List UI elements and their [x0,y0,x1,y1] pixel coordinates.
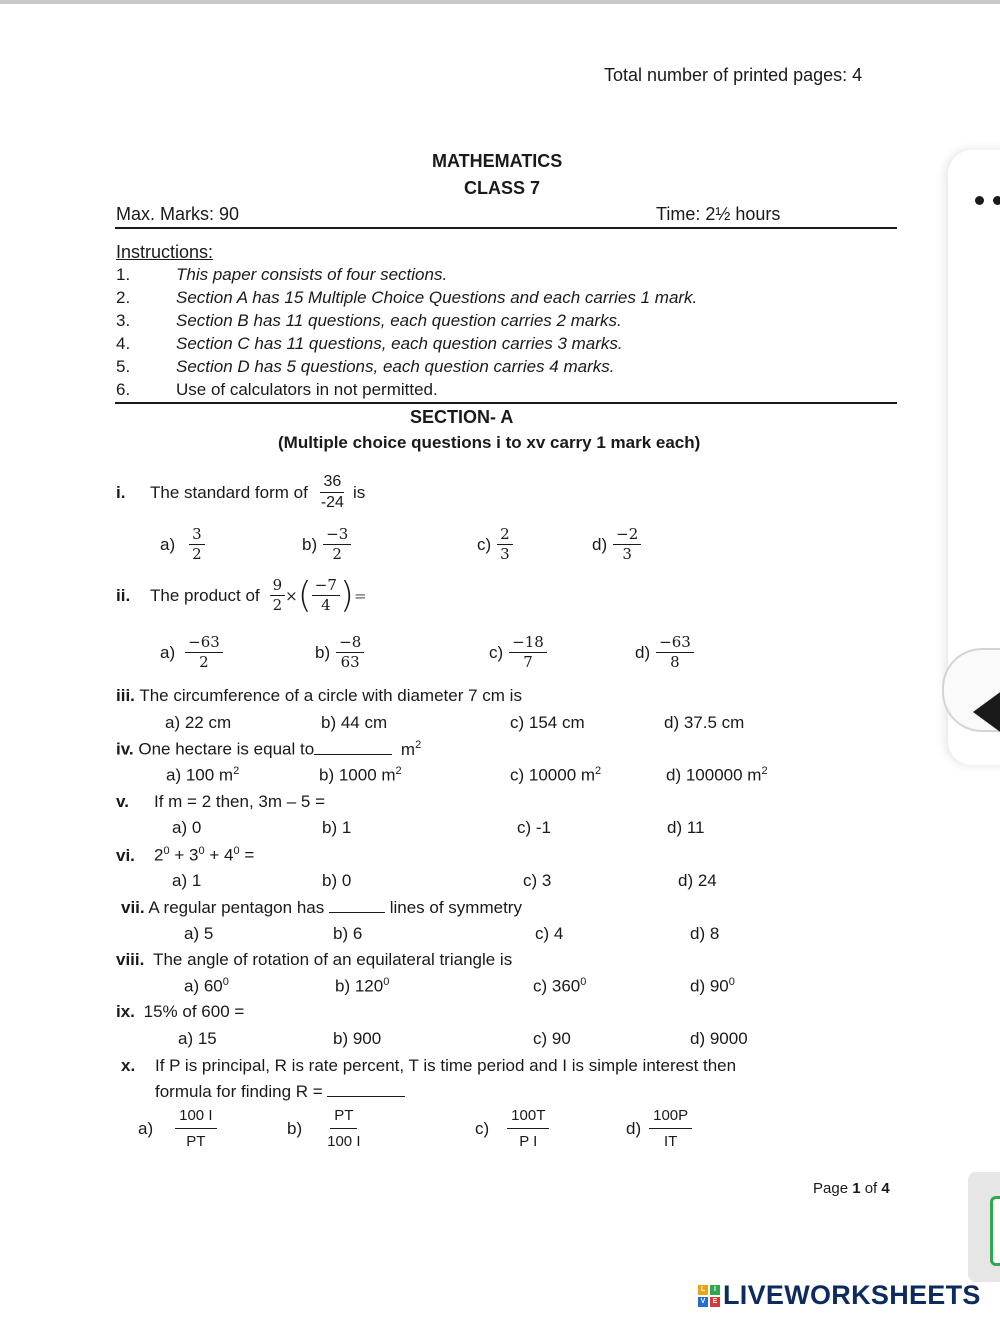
question-text: The circumference of a circle with diameter 7 cm is [139,686,522,705]
denominator: 4 [321,596,331,614]
logo-tile: E [710,1297,720,1307]
times-sign: × [285,587,298,605]
option-label: d) [592,534,608,554]
option-label: b) [287,1118,303,1138]
option-c[interactable]: c) 154 cm [510,713,585,732]
numerator: −63 [185,635,223,653]
fraction [507,1108,549,1150]
option-c[interactable] [477,527,513,563]
denominator: PT [186,1132,206,1150]
question-number: vii. [121,898,145,917]
exponent: 2 [761,765,768,777]
menu-dot-icon[interactable] [975,196,984,205]
question-9 [116,1002,244,1022]
question-7 [121,898,522,918]
option-text: a) 100 m [166,765,234,785]
instruction-number: 3. [116,311,131,330]
option-b[interactable] [335,976,389,997]
section-title: SECTION- A [410,407,514,427]
option-label: b) [315,642,331,662]
option-c[interactable] [475,1108,549,1150]
option-d[interactable] [690,976,735,997]
option-text: d) 100000 m [666,765,762,785]
logo-tile: L [698,1285,708,1295]
denominator: 8 [670,652,680,671]
question-3 [116,686,522,706]
option-text: c) 360 [533,976,581,996]
option-d[interactable] [626,1108,692,1150]
numerator: 9 [270,578,286,596]
instruction-text: Section A has 15 Multiple Choice Questions and each carries 1 mark. [176,288,698,307]
option-c[interactable]: c) 4 [535,924,564,943]
instruction-number: 6. [116,380,131,399]
answer-blank[interactable] [327,1082,405,1097]
unit: m [400,739,416,759]
option-a[interactable]: a) 22 cm [165,713,232,732]
page-of: of [860,1180,882,1197]
numerator: −18 [509,635,547,653]
denominator: 2 [199,652,209,671]
fraction [312,578,340,614]
option-b[interactable] [315,635,364,671]
fraction [649,1108,692,1150]
instruction-number: 5. [116,357,131,376]
question-number: iv. [116,739,134,759]
fraction [323,527,351,563]
question-text: If m = 2 then, 3m – 5 = [154,792,326,811]
fraction [613,527,641,563]
denominator: -24 [320,493,344,511]
page-label: Page [813,1180,853,1197]
fraction [185,635,223,671]
option-d[interactable] [592,527,641,563]
logo-text: LIVEWORKSHEETS [723,1280,981,1310]
option-a[interactable] [160,635,223,671]
numerator: −8 [336,635,364,653]
question-number: v. [116,792,129,811]
option-text: d) 90 [690,976,729,996]
logo-tile: V [698,1297,708,1307]
option-label: a) [160,642,176,662]
exponent: 2 [595,765,602,777]
question-text: formula for finding R = [155,1082,323,1101]
degree: 0 [728,976,735,988]
question-suffix: is [352,482,366,502]
option-c[interactable] [489,635,547,671]
question-10 [121,1056,736,1076]
option-d[interactable]: d) 37.5 cm [664,713,745,732]
top-border [0,0,1000,4]
option-label: c) [477,534,492,554]
option-b[interactable]: b) 0 [322,871,352,890]
instructions-divider [115,402,897,404]
equals-sign: = [244,845,255,865]
question-2 [116,575,367,616]
close-paren: ) [339,575,354,616]
numerator: −2 [613,527,641,545]
logo-grid-icon [698,1285,720,1307]
denominator: 7 [523,652,533,671]
option-d[interactable]: d) 8 [690,924,720,943]
option-a[interactable] [160,527,205,563]
current-page: 1 [852,1180,861,1197]
exponent: 0 [163,845,170,857]
logo-tile: I [710,1285,720,1295]
option-b[interactable]: b) 44 cm [321,713,388,732]
option-label: a) [160,534,176,554]
option-a[interactable] [166,765,239,786]
answer-blank[interactable] [314,740,392,755]
degree: 0 [580,976,587,988]
denominator: 2 [192,544,202,563]
fraction [189,527,205,563]
open-paren: ( [297,575,312,616]
exponent: 0 [233,845,240,857]
question-number: iii. [116,686,135,705]
instruction-text: Section C has 11 questions, each question carries 3 marks. [176,334,623,353]
instruction-text: This paper consists of four sections. [176,265,448,284]
max-marks: Max. Marks: 90 [116,204,240,224]
exponent: 2 [395,765,402,777]
fraction [175,1108,216,1150]
option-b[interactable]: b) 1 [322,818,352,837]
question-text: A regular pentagon has [148,898,325,917]
question-number: x. [121,1056,136,1075]
option-text: b) 1000 m [319,765,396,785]
option-label: a) [138,1118,154,1138]
fraction [336,635,364,671]
total-pages: 4 [881,1180,890,1197]
option-b[interactable] [287,1108,364,1150]
question-text: The angle of rotation of an equilateral triangle is [153,950,513,969]
denominator: IT [663,1132,678,1150]
option-d[interactable]: d) 24 [678,871,717,890]
option-c[interactable]: c) 90 [533,1029,571,1048]
question-text: 15% of 600 = [143,1002,245,1021]
fraction [656,635,694,671]
question-number: viii. [116,950,145,969]
fraction [324,1108,363,1150]
option-a[interactable] [138,1108,217,1150]
exponent: 0 [198,845,205,857]
question-6 [116,845,254,866]
equals-sign: = [353,587,367,605]
option-a[interactable] [184,976,229,997]
option-label: b) [302,534,318,554]
option-label: d) [626,1118,642,1138]
header-divider [115,227,897,229]
question-10-line2 [155,1082,405,1102]
option-b[interactable]: b) 6 [333,924,363,943]
numerator: PT [330,1108,357,1129]
base: 4 [224,845,234,865]
class-title: CLASS 7 [464,178,541,198]
numerator: −63 [656,635,694,653]
instruction-number: 2. [116,288,131,307]
fraction [497,527,513,563]
question-text: The standard form of [150,482,308,502]
instruction-number: 4. [116,334,131,353]
printed-pages-note: Total number of printed pages: 4 [604,65,863,85]
question-text: One hectare is equal to [138,739,315,759]
plus-sign: + [174,845,185,865]
question-number: ix. [116,1002,135,1021]
question-5 [116,792,325,812]
fraction [318,474,347,512]
numerator: −7 [312,578,340,596]
option-c[interactable] [510,765,601,786]
menu-dot-icon[interactable] [993,196,1000,205]
option-d[interactable] [635,635,694,671]
question-number: i. [116,482,126,502]
fraction [270,578,286,614]
numerator: −3 [323,527,351,545]
option-a[interactable]: a) 15 [178,1029,217,1048]
option-c[interactable]: c) -1 [517,818,551,837]
page-number [813,1180,890,1197]
numerator: 2 [497,527,513,545]
green-indicator-icon [990,1196,1000,1266]
numerator: 100P [649,1108,692,1129]
option-d[interactable]: d) 11 [667,818,705,837]
instructions-heading: Instructions: [116,242,214,262]
denominator: 3 [622,544,632,563]
base: 3 [189,845,199,865]
option-label: d) [635,642,651,662]
question-8 [116,950,512,970]
denominator: 2 [272,596,283,614]
denominator: 100 I [327,1132,361,1150]
degree: 0 [383,976,390,988]
question-number: vi. [116,845,135,865]
option-c[interactable] [533,976,586,997]
liveworksheets-logo [698,1280,981,1311]
denominator: 3 [500,544,510,563]
section-subtitle: (Multiple choice questions i to xv carry 1 mark each) [278,433,701,452]
option-b[interactable]: b) 900 [333,1029,382,1048]
base: 2 [154,845,164,865]
question-number: ii. [116,586,131,605]
numerator: 100T [507,1108,549,1129]
unit-exponent: 2 [415,739,422,751]
option-text: a) 60 [184,976,223,996]
option-text: c) 10000 m [510,765,596,785]
option-label: c) [489,642,504,662]
option-label: c) [475,1118,490,1138]
question-text: If P is principal, R is rate percent, T is time period and I is simple interest then [155,1056,737,1075]
subject-title: MATHEMATICS [432,151,563,171]
option-b[interactable] [302,527,351,563]
option-a[interactable]: a) 5 [184,924,214,943]
instruction-text: Section B has 11 questions, each question carries 2 marks. [176,311,622,330]
question-4 [116,739,421,760]
question-text: The product of [150,586,260,605]
numerator: 3 [189,527,205,545]
speaker-icon[interactable] [973,690,1000,734]
denominator: 63 [340,652,360,671]
numerator: 100 I [175,1108,216,1129]
question-1 [116,474,365,512]
instruction-number: 1. [116,265,131,284]
option-a[interactable]: a) 1 [172,871,202,890]
instruction-text: Use of calculators in not permitted. [176,380,438,399]
time-allowed: Time: 2½ hours [656,204,781,224]
numerator: 36 [320,474,344,493]
option-d[interactable] [666,765,768,786]
question-text-end: lines of symmetry [389,898,522,917]
answer-blank[interactable] [329,898,385,913]
fraction [509,635,547,671]
option-b[interactable] [319,765,402,786]
option-text: b) 120 [335,976,384,996]
option-a[interactable]: a) 0 [172,818,202,837]
option-d[interactable]: d) 9000 [690,1029,748,1048]
option-c[interactable]: c) 3 [523,871,552,890]
denominator: 2 [332,544,342,563]
instruction-text: Section D has 5 questions, each question carries 4 marks. [176,357,615,376]
degree: 0 [222,976,229,988]
denominator: P I [519,1132,538,1150]
exponent: 2 [233,765,240,777]
plus-sign: + [209,845,220,865]
